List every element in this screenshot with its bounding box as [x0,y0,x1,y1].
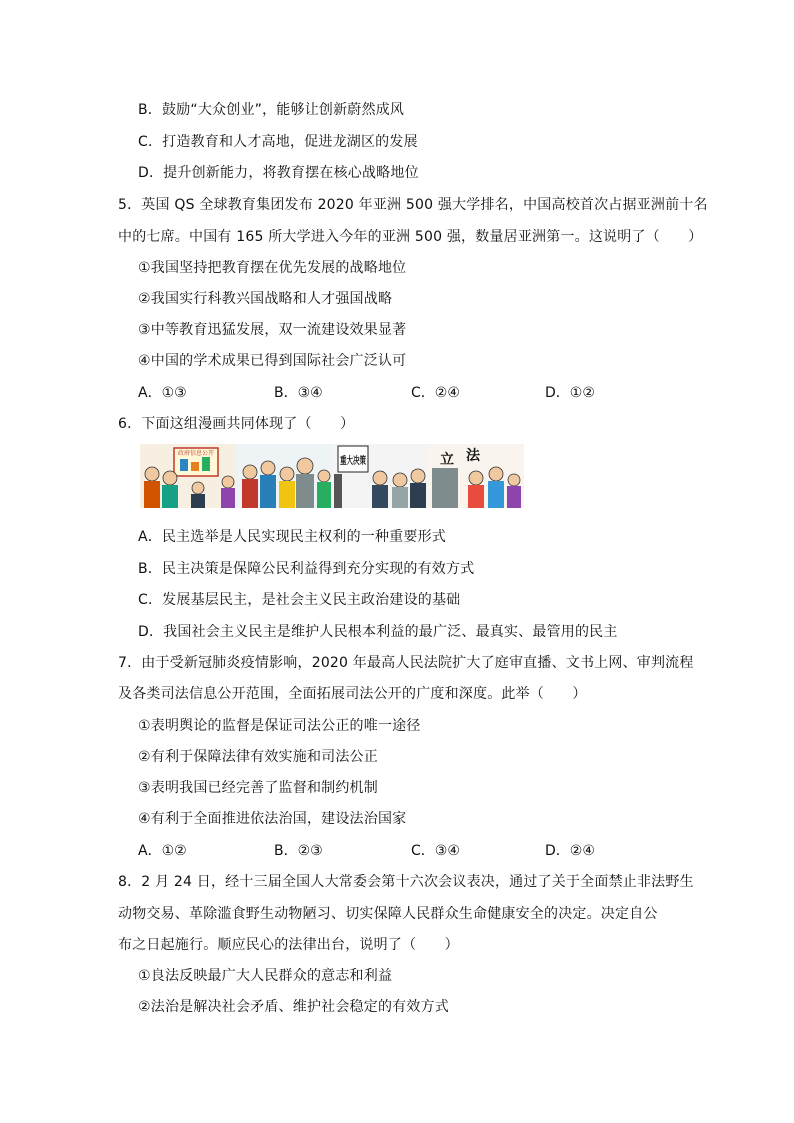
comic-panel-community-meeting [236,444,332,508]
q4-option-b: B．鼓励“大众创业”，能够让创新蔚然成风 [138,102,405,118]
comic-label-li: 立 [440,452,454,468]
q7-statement-2: ②有利于保障法律有效实施和司法公正 [138,749,378,765]
q7-choice-b: B．②③ [274,843,323,859]
comic-panel-legislation [428,444,524,508]
q5-choice-d: D．①② [545,385,595,401]
q7-choice-c: C．③④ [411,843,460,859]
q5-choice-c: C．②④ [411,385,460,401]
q7-choice-d: D．②④ [545,843,595,859]
q7-choice-a: A．①② [138,843,187,859]
q5-choice-a: A．①③ [138,385,187,401]
q5-statement-4: ④中国的学术成果已得到国际社会广泛认可 [138,353,407,369]
q7-stem-line1: 7．由于受新冠肺炎疫情影响，2020 年最高人民法院扩大了庭审直播、文书上网、审判流程 [118,655,694,671]
q5-stem-line2: 中的七席。中国有 165 所大学进入今年的亚洲 500 强，数量居亚洲第一。这说明了（ ） [118,229,703,245]
q7-statement-1: ①表明舆论的监督是保证司法公正的唯一途径 [138,718,421,734]
q8-statement-1: ①良法反映最广大人民群众的意志和利益 [138,968,393,984]
q6-option-a: A．民主选举是人民实现民主权利的一种重要形式 [138,529,446,545]
q5-statement-2: ②我国实行科教兴国战略和人才强国战略 [138,291,393,307]
q4-option-c: C．打造教育和人才高地，促进龙湖区的发展 [138,134,418,150]
q4-option-d: D．提升创新能力，将教育摆在核心战略地位 [138,165,419,181]
comic-panel-major-decision [332,444,428,508]
q8-stem-line2: 动物交易、革除滥食野生动物陋习、切实保障人民群众生命健康安全的决定。决定自公 [118,906,658,922]
q8-statement-2: ②法治是解决社会矛盾、维护社会稳定的有效方式 [138,999,449,1015]
comic-label-fa: 法 [466,448,480,464]
q5-stem-line1: 5．英国 QS 全球教育集团发布 2020 年亚洲 500 强大学排名，中国高校首次占据亚洲前十名 [118,197,708,213]
q7-statement-3: ③表明我国已经完善了监督和制约机制 [138,780,378,796]
comic-label-decision: 重大决策 [340,456,380,467]
q6-option-b: B．民主决策是保障公民利益得到充分实现的有效方式 [138,561,475,577]
comic-label-info: 政府信息公开 [177,450,215,457]
comic-strip-image [140,444,524,508]
q8-stem-line1: 8．2 月 24 日，经十三届全国人大常委会第十六次会议表决，通过了关于全面禁止非法野生 [118,874,694,890]
q6-option-c: C．发展基层民主，是社会主义民主政治建设的基础 [138,592,461,608]
q7-statement-4: ④有利于全面推进依法治国，建设法治国家 [138,811,407,827]
q7-stem-line2: 及各类司法信息公开范围，全面拓展司法公开的广度和深度。此举（ ） [118,686,587,702]
q6-stem: 6．下面这组漫画共同体现了（ ） [118,416,355,432]
q8-stem-line3: 布之日起施行。顺应民心的法律出台，说明了（ ） [118,937,459,953]
comic-panel-info-disclosure [140,444,236,508]
q5-choice-b: B．③④ [274,385,323,401]
q5-statement-3: ③中等教育迅猛发展，双一流建设效果显著 [138,322,407,338]
q5-statement-1: ①我国坚持把教育摆在优先发展的战略地位 [138,260,407,276]
q6-option-d: D．我国社会主义民主是维护人民根本利益的最广泛、最真实、最管用的民主 [138,624,618,640]
